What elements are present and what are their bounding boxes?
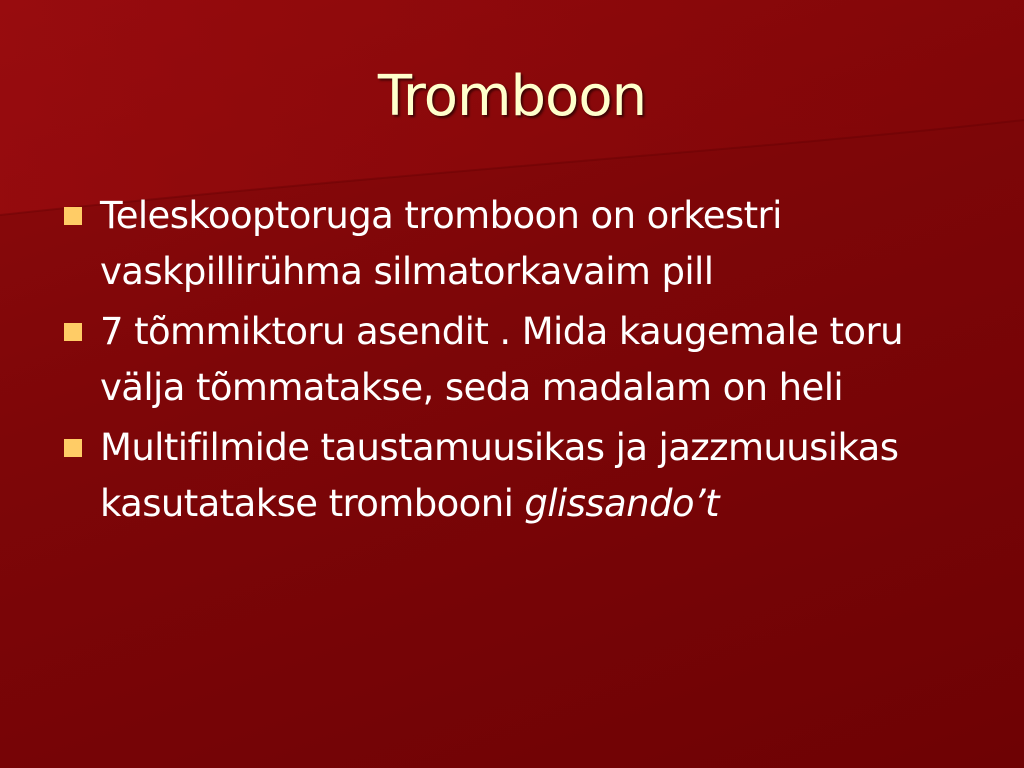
bullet-text: 7 tõmmiktoru asendit . Mida kaugemale toru välja tõmmatakse, seda madalam on heli [100,310,903,409]
bullet-list [62,188,962,536]
slide-title: Tromboon [377,64,647,129]
bullet-text: Teleskooptoruga tromboon on orkestri vaskpillirühma silmatorkavaim pill [100,194,782,293]
square-bullet-icon [64,207,82,225]
bullet-item [62,420,962,532]
bullet-text: Multifilmide taustamuusikas ja jazzmuusikas kasutatakse trombooni [100,426,899,525]
bullet-item [62,188,962,300]
bullet-item [62,304,962,416]
bullet-italic-term: glissando’t [524,482,719,525]
square-bullet-icon [64,439,82,457]
square-bullet-icon [64,323,82,341]
